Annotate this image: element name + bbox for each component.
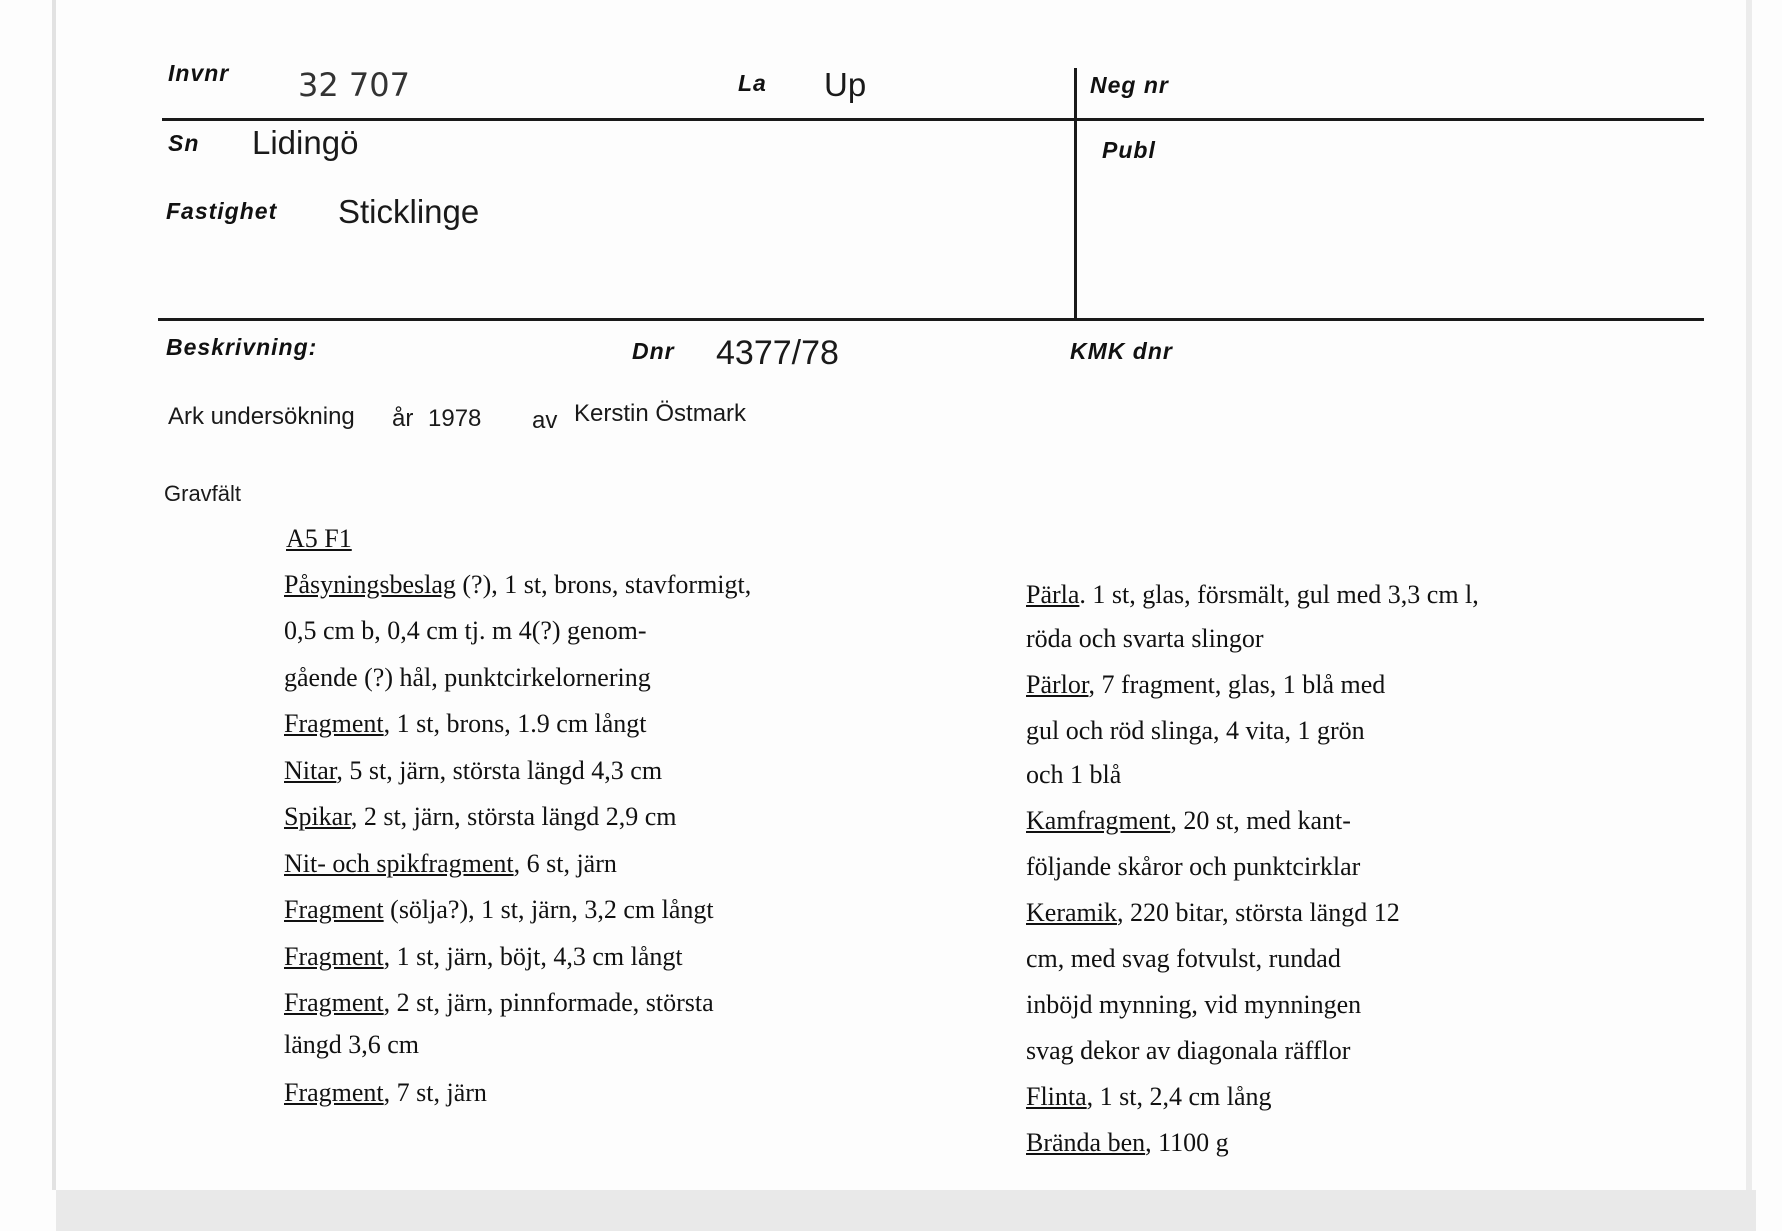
beskrivning-label: Beskrivning:	[166, 334, 318, 360]
item-term: Keramik	[1026, 898, 1117, 927]
item-text: , 2 st, järn, pinnformade, största	[383, 988, 714, 1017]
negnr-label: Neg nr	[1090, 72, 1169, 98]
card-bottom-edge	[56, 1190, 1756, 1231]
item-text: gul och röd slinga, 4 vita, 1 grön	[1026, 716, 1365, 745]
item-term: Pärla	[1026, 580, 1080, 609]
header-column-divider	[1074, 68, 1077, 320]
description-divider	[158, 318, 1704, 321]
kmk-dnr-label: KMK dnr	[1070, 338, 1173, 364]
item-text: , 1 st, järn, böjt, 4,3 cm långt	[383, 942, 683, 971]
item-term: Pärlor	[1026, 670, 1089, 699]
right-column-line	[1026, 624, 1264, 654]
item-text: längd 3,6 cm	[284, 1030, 420, 1059]
la-value: Up	[824, 66, 867, 103]
item-text: , 1 st, 2,4 cm lång	[1086, 1082, 1272, 1111]
item-text: , 7 fragment, glas, 1 blå med	[1088, 670, 1386, 699]
item-text: , 6 st, järn	[513, 849, 617, 878]
item-text: , 1100 g	[1145, 1128, 1229, 1157]
invnr-label: Invnr	[168, 60, 230, 86]
item-text: 0,5 cm b, 0,4 cm tj. m 4(?) genom-	[284, 616, 647, 645]
right-column-line	[1026, 1036, 1350, 1066]
right-column-line	[1026, 1128, 1229, 1158]
item-text: följande skåror och punktcirklar	[1026, 852, 1361, 881]
item-text: , 1 st, brons, 1.9 cm långt	[383, 709, 647, 738]
item-term: Fragment	[284, 709, 384, 738]
right-column-line	[1026, 944, 1341, 974]
sn-label: Sn	[168, 130, 200, 156]
item-text: (sölja?), 1 st, järn, 3,2 cm långt	[383, 895, 714, 924]
publ-label: Publ	[1102, 137, 1156, 163]
left-column-line	[284, 663, 651, 693]
right-column-line	[1026, 1082, 1272, 1112]
item-text: , 220 bitar, största längd 12	[1116, 898, 1400, 927]
item-text: , 5 st, järn, största längd 4,3 cm	[336, 756, 663, 785]
la-label: La	[738, 70, 767, 96]
item-text: cm, med svag fotvulst, rundad	[1026, 944, 1341, 973]
header-divider	[162, 118, 1704, 121]
author-name: Kerstin Östmark	[574, 400, 747, 427]
item-term: Kamfragment	[1026, 806, 1171, 835]
right-column-line	[1026, 990, 1361, 1020]
item-term: Fragment	[284, 988, 384, 1017]
site-type: Gravfält	[164, 481, 242, 506]
left-column-line	[284, 756, 662, 786]
right-column-line	[1026, 670, 1385, 700]
right-column-line	[1026, 760, 1121, 790]
left-column-line	[284, 1030, 419, 1060]
item-text: , 2 st, järn, största längd 2,9 cm	[350, 802, 677, 831]
right-column-line	[1026, 580, 1479, 610]
item-term: Fragment	[284, 895, 384, 924]
item-text: svag dekor av diagonala räfflor	[1026, 1036, 1351, 1065]
left-column-line	[284, 988, 714, 1018]
section-heading: A5 F1	[286, 524, 352, 553]
year-value: 1978	[428, 405, 482, 432]
item-term: Fragment	[284, 942, 384, 971]
item-text: röda och svarta slingor	[1026, 624, 1264, 653]
right-column-line	[1026, 898, 1400, 928]
item-text: , 7 st, järn	[383, 1078, 487, 1107]
item-term: Brända ben	[1026, 1128, 1146, 1157]
sn-value: Lidingö	[252, 124, 359, 161]
item-text: inböjd mynning, vid mynningen	[1026, 990, 1362, 1019]
dnr-value: 4377/78	[716, 334, 839, 372]
right-column-line	[1026, 852, 1360, 882]
left-column-line	[284, 616, 646, 646]
left-column-line	[284, 895, 714, 925]
av-label: av	[532, 407, 558, 434]
left-column-line	[284, 709, 647, 739]
item-term: Nitar	[284, 756, 337, 785]
right-column-line	[1026, 806, 1351, 836]
item-term: Spikar	[284, 802, 351, 831]
invnr-value: 32 707	[298, 66, 410, 104]
ark-text: Ark undersökning	[168, 403, 355, 430]
item-text: , 20 st, med kant-	[1170, 806, 1351, 835]
fastighet-value: Sticklinge	[338, 193, 480, 230]
fastighet-label: Fastighet	[166, 198, 278, 224]
left-column-line	[284, 802, 677, 832]
left-column-line	[284, 942, 683, 972]
card-right-edge	[1746, 0, 1752, 1200]
ar-label: år	[392, 405, 414, 432]
left-column-line	[284, 570, 751, 600]
right-column-line	[1026, 716, 1365, 746]
item-text: . 1 st, glas, försmält, gul med 3,3 cm l,	[1079, 580, 1479, 609]
item-term: Påsyningsbeslag	[284, 570, 456, 599]
item-term: Flinta	[1026, 1082, 1087, 1111]
item-text: gående (?) hål, punktcirkelornering	[284, 663, 651, 692]
item-term: Nit- och spikfragment	[284, 849, 514, 878]
left-column-line	[284, 849, 617, 879]
item-text: (?), 1 st, brons, stavformigt,	[455, 570, 752, 599]
card-left-edge	[52, 0, 56, 1190]
item-term: Fragment	[284, 1078, 384, 1107]
item-text: och 1 blå	[1026, 760, 1122, 789]
dnr-label: Dnr	[632, 338, 675, 364]
left-column-line	[284, 1078, 487, 1108]
